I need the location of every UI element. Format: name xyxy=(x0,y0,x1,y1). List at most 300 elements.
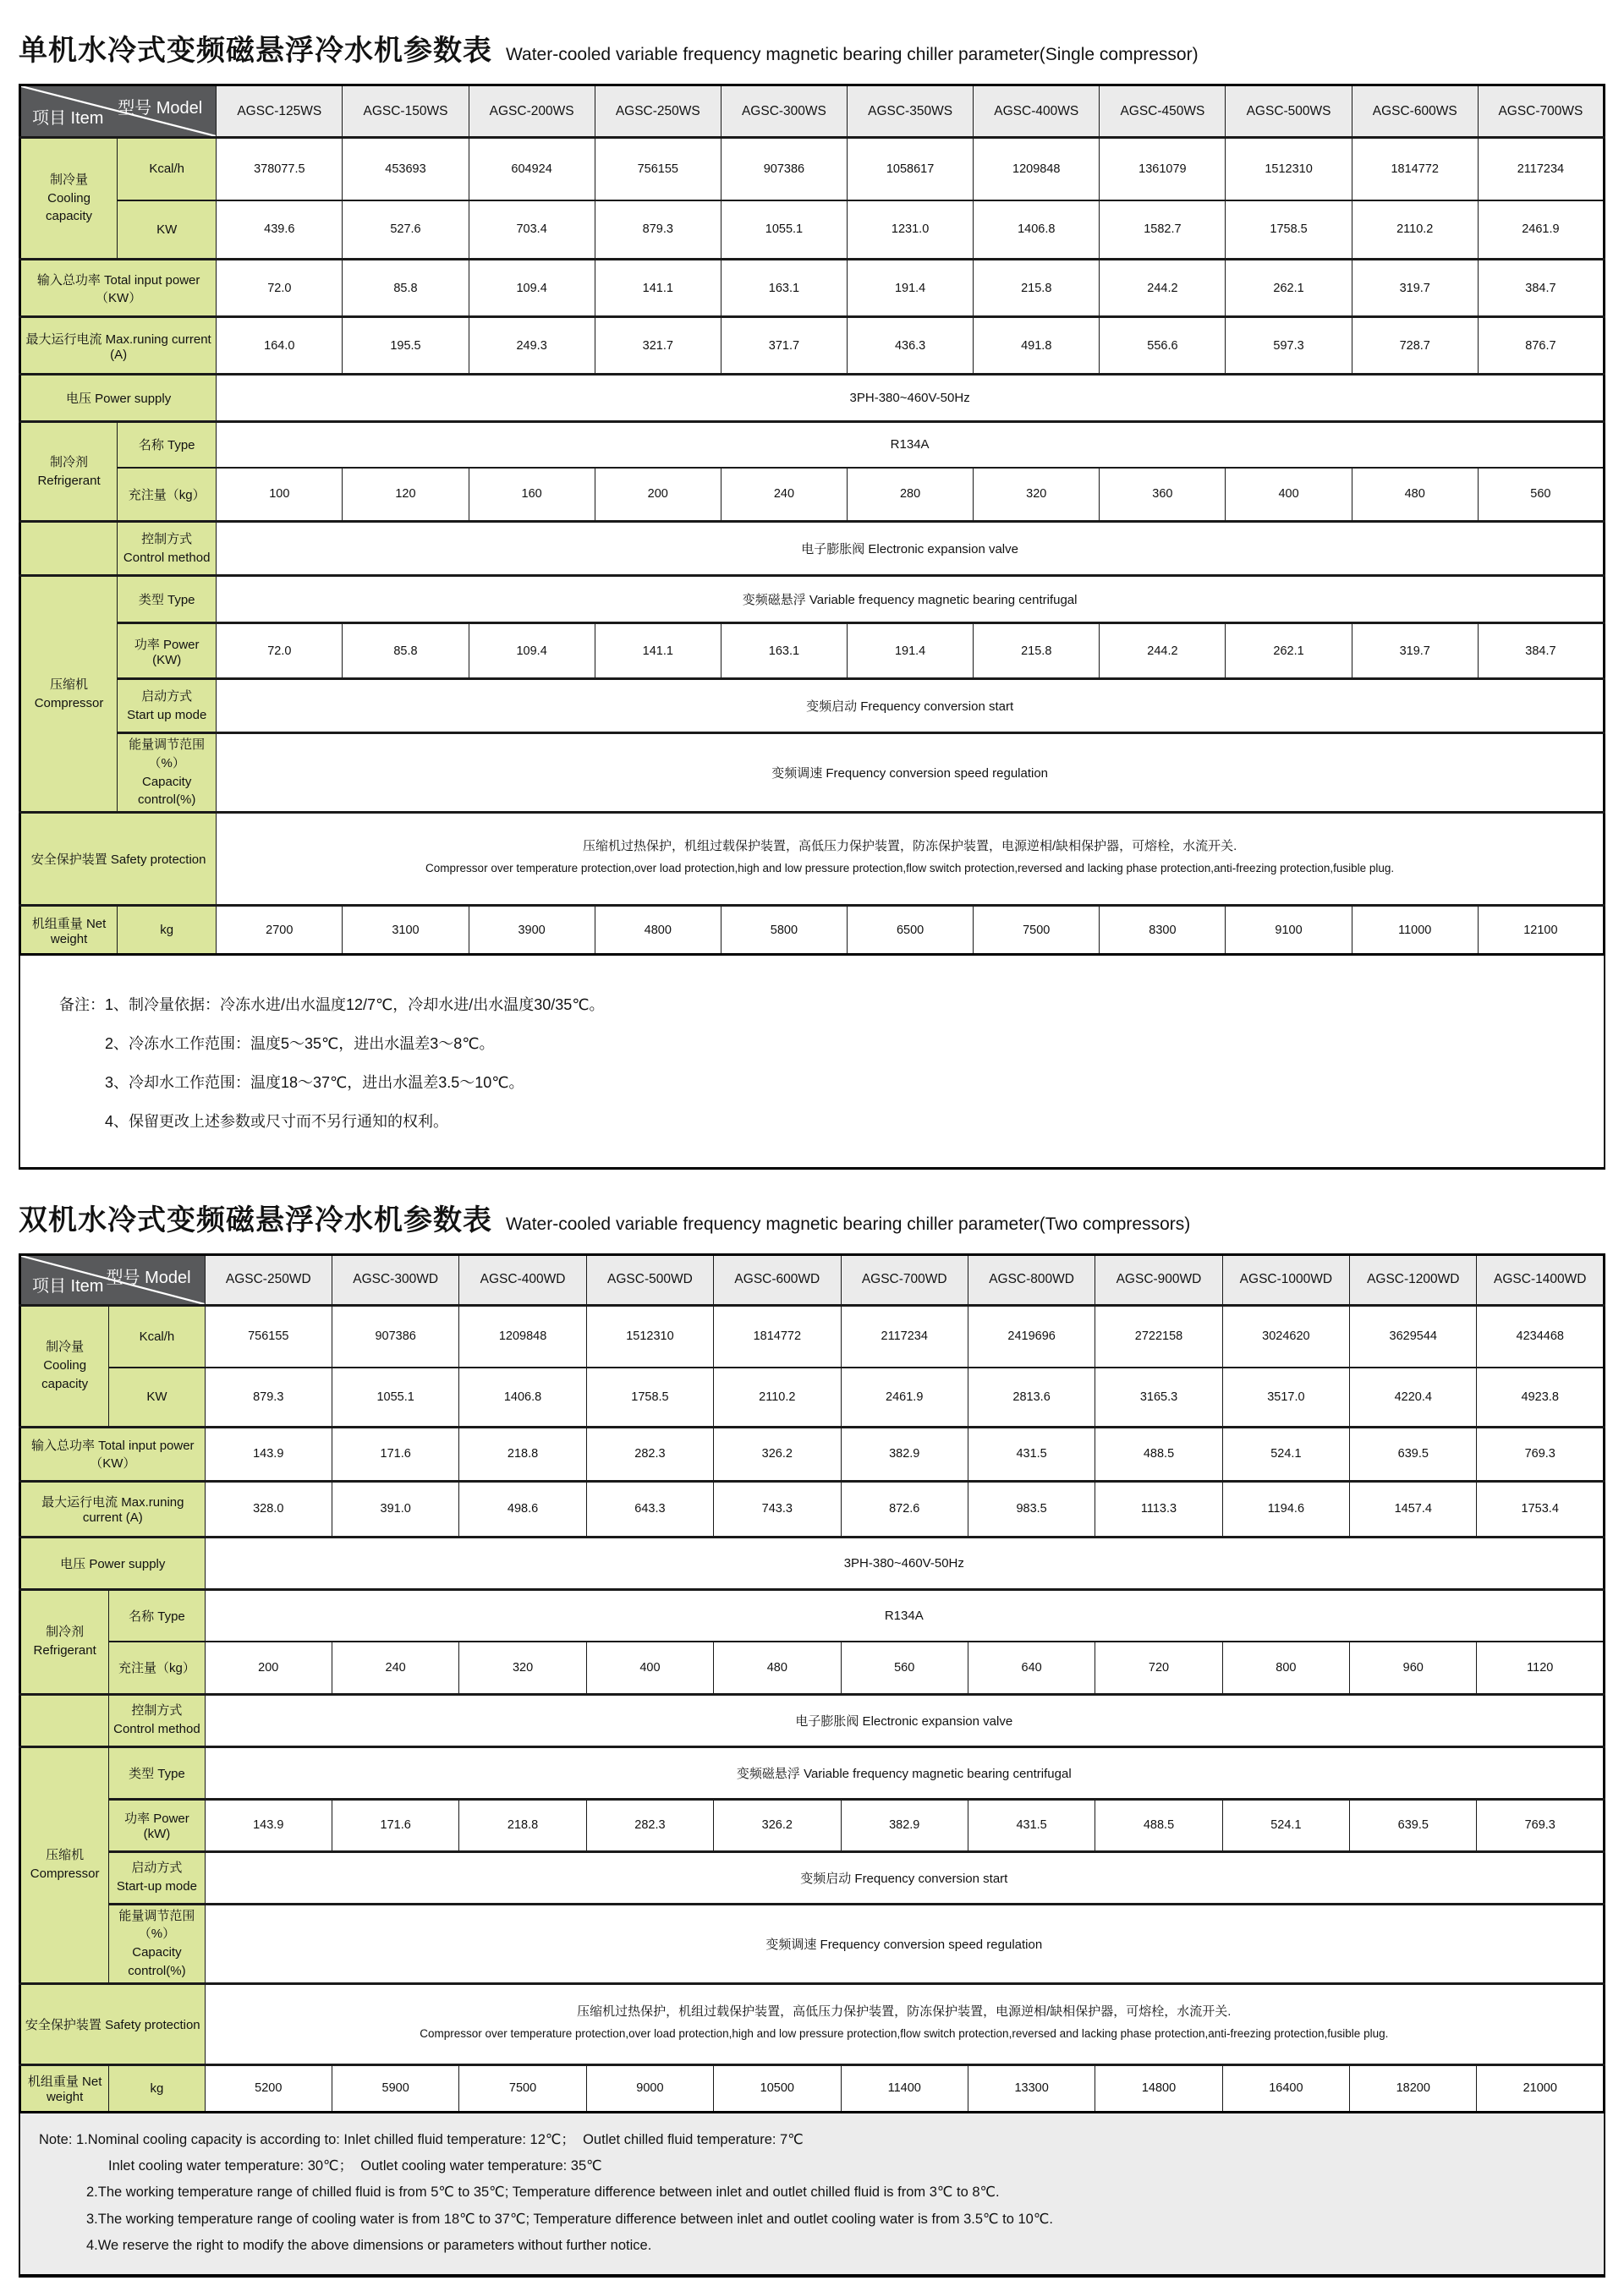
power-supply-value: 3PH-380~460V-50Hz xyxy=(217,375,1605,422)
value-cell: 1457.4 xyxy=(1350,1481,1477,1537)
safety-label: 安全保护装置 Safety protection xyxy=(20,813,217,906)
capacity-control-label xyxy=(109,1904,205,1983)
value-cell: 872.6 xyxy=(841,1481,968,1537)
max-current-label: 最大运行电流 Max.runing current (A) xyxy=(20,1481,206,1537)
compressor-label xyxy=(20,1746,109,1983)
value-cell: 200 xyxy=(205,1642,332,1694)
power-supply-label: 电压 Power supply xyxy=(20,375,217,422)
value-cell: 7500 xyxy=(459,2064,586,2112)
value-cell: 498.6 xyxy=(459,1481,586,1537)
table2-title-zh: 双机水冷式变频磁悬浮冷水机参数表 xyxy=(19,1203,492,1236)
value-cell: 1113.3 xyxy=(1095,1481,1222,1537)
value-cell: 800 xyxy=(1222,1642,1349,1694)
compressor-en: Compressor xyxy=(34,695,104,710)
ref-name-label: 名称 Type xyxy=(118,422,217,468)
value-cell: 2419696 xyxy=(968,1305,1095,1368)
value-cell: 2461.9 xyxy=(1478,200,1604,260)
value-cell: 1055.1 xyxy=(721,200,847,260)
value-cell: 640 xyxy=(968,1642,1095,1694)
value-cell: 960 xyxy=(1350,1642,1477,1694)
safety-label: 安全保护装置 Safety protection xyxy=(20,1983,206,2064)
empty-label-cell xyxy=(20,522,118,576)
refrigerant-label xyxy=(20,422,118,522)
value-cell: 756155 xyxy=(595,138,721,200)
value-cell: 524.1 xyxy=(1222,1427,1349,1481)
max-current-label: 最大运行电流 Max.runing current (A) xyxy=(20,317,217,375)
value-cell: 11400 xyxy=(841,2064,968,2112)
value-cell: 319.7 xyxy=(1352,623,1478,679)
value-cell: 1582.7 xyxy=(1100,200,1226,260)
cooling-capacity-label xyxy=(20,1305,109,1427)
table2-header-row xyxy=(20,1254,1605,1305)
value-cell: 11000 xyxy=(1352,906,1478,955)
value-cell: 9000 xyxy=(586,2064,713,2112)
value-cell: 215.8 xyxy=(974,623,1100,679)
value-cell: 879.3 xyxy=(595,200,721,260)
value-cell: 431.5 xyxy=(968,1427,1095,1481)
value-cell: 1753.4 xyxy=(1477,1481,1605,1537)
safety-en: Compressor over temperature protection,over load protection,high and low pressure protection,flow switch protection,reversed and lacking phase protection,anti-freezing protection,fusible plug. xyxy=(425,861,1395,874)
value-cell: 282.3 xyxy=(586,1799,713,1851)
value-cell: 639.5 xyxy=(1350,1799,1477,1851)
table2-row-safety xyxy=(20,1983,1605,2064)
value-cell: 907386 xyxy=(721,138,847,200)
control-method-label xyxy=(118,522,217,576)
value-cell: 384.7 xyxy=(1478,260,1604,317)
value-cell: 328.0 xyxy=(205,1481,332,1537)
value-cell: 371.7 xyxy=(721,317,847,375)
note-line: 4、保留更改上述参数或尺寸而不另行通知的权利。 xyxy=(105,1112,449,1130)
kcal-unit-label: Kcal/h xyxy=(118,138,217,200)
startup-label xyxy=(109,1851,205,1904)
compressor-zh: 压缩机 xyxy=(46,1848,85,1863)
value-cell: 1120 xyxy=(1477,1642,1605,1694)
table1-header-row xyxy=(20,85,1605,138)
safety-en: Compressor over temperature protection,over load protection,high and low pressure protection,flow switch protection,reversed and lacking phase protection,anti-freezing protection,fusible plug. xyxy=(420,2026,1389,2040)
table2-row-weight xyxy=(20,2064,1605,2112)
value-cell: 1814772 xyxy=(714,1305,841,1368)
value-cell: 319.7 xyxy=(1352,260,1478,317)
model-header-cell: AGSC-500WD xyxy=(586,1254,713,1305)
value-cell: 3517.0 xyxy=(1222,1368,1349,1427)
value-cell: 191.4 xyxy=(848,623,974,679)
value-cell: 282.3 xyxy=(586,1427,713,1481)
value-cell: 191.4 xyxy=(848,260,974,317)
comp-type-value: 变频磁悬浮 Variable frequency magnetic bearing centrifugal xyxy=(205,1746,1604,1799)
value-cell: 244.2 xyxy=(1100,623,1226,679)
value-cell: 743.3 xyxy=(714,1481,841,1537)
value-cell: 480 xyxy=(714,1642,841,1694)
model-header-cell: AGSC-1400WD xyxy=(1477,1254,1605,1305)
model-header-cell: AGSC-500WS xyxy=(1226,85,1352,138)
value-cell: 4234468 xyxy=(1477,1305,1605,1368)
value-cell: 12100 xyxy=(1478,906,1604,955)
value-cell: 3165.3 xyxy=(1095,1368,1222,1427)
control-method-value: 电子膨胀阀 Electronic expansion valve xyxy=(205,1694,1604,1746)
control-method-zh: 控制方式 xyxy=(131,1703,183,1719)
value-cell: 453693 xyxy=(343,138,469,200)
cooling-capacity-en: Cooling capacity xyxy=(41,1358,89,1391)
model-header-cell: AGSC-1000WD xyxy=(1222,1254,1349,1305)
model-header-cell: AGSC-600WD xyxy=(714,1254,841,1305)
value-cell: 171.6 xyxy=(332,1427,458,1481)
value-cell: 320 xyxy=(974,468,1100,522)
startup-value: 变频启动 Frequency conversion start xyxy=(205,1851,1604,1904)
control-method-en: Control method xyxy=(113,1722,200,1737)
value-cell: 8300 xyxy=(1100,906,1226,955)
value-cell: 488.5 xyxy=(1095,1427,1222,1481)
value-cell: 5800 xyxy=(721,906,847,955)
refrigerant-en: Refrigerant xyxy=(33,1643,96,1658)
value-cell: 163.1 xyxy=(721,623,847,679)
value-cell: 141.1 xyxy=(595,260,721,317)
value-cell: 326.2 xyxy=(714,1427,841,1481)
safety-value xyxy=(217,813,1605,906)
value-cell: 6500 xyxy=(848,906,974,955)
table2-row-ref-name xyxy=(20,1589,1605,1642)
table2-row-comp-power xyxy=(20,1799,1605,1851)
value-cell: 21000 xyxy=(1477,2064,1605,2112)
value-cell: 72.0 xyxy=(217,260,343,317)
value-cell: 560 xyxy=(1478,468,1604,522)
table1-row-kw xyxy=(20,200,1605,260)
refrigerant-zh: 制冷剂 xyxy=(50,454,89,469)
table1-row-weight xyxy=(20,906,1605,955)
note-line: 2、冷冻水工作范围：温度5～35℃，进出水温差3～8℃。 xyxy=(105,1034,495,1052)
value-cell: 200 xyxy=(595,468,721,522)
value-cell: 321.7 xyxy=(595,317,721,375)
compressor-label xyxy=(20,576,118,813)
control-method-en: Control method xyxy=(123,550,211,565)
table1-row-safety xyxy=(20,813,1605,906)
model-header-cell: AGSC-125WS xyxy=(217,85,343,138)
model-header-cell: AGSC-300WD xyxy=(332,1254,458,1305)
table1-row-kcal xyxy=(20,138,1605,200)
value-cell: 488.5 xyxy=(1095,1799,1222,1851)
model-header-cell: AGSC-400WD xyxy=(459,1254,586,1305)
value-cell: 400 xyxy=(1226,468,1352,522)
value-cell: 3629544 xyxy=(1350,1305,1477,1368)
value-cell: 5200 xyxy=(205,2064,332,2112)
capacity-control-en: Capacity control(%) xyxy=(137,774,196,808)
value-cell: 643.3 xyxy=(586,1481,713,1537)
control-method-zh: 控制方式 xyxy=(141,531,193,546)
value-cell: 439.6 xyxy=(217,200,343,260)
value-cell: 1055.1 xyxy=(332,1368,458,1427)
capacity-control-value: 变频调速 Frequency conversion speed regulation xyxy=(205,1904,1604,1983)
value-cell: 249.3 xyxy=(469,317,595,375)
corner-cell xyxy=(20,1254,206,1305)
cooling-capacity-en: Cooling capacity xyxy=(46,190,93,224)
table1-row-control xyxy=(20,522,1605,576)
value-cell: 720 xyxy=(1095,1642,1222,1694)
table2-row-startup xyxy=(20,1851,1605,1904)
value-cell: 491.8 xyxy=(974,317,1100,375)
value-cell: 1814772 xyxy=(1352,138,1478,200)
model-header-cell: AGSC-700WD xyxy=(841,1254,968,1305)
value-cell: 280 xyxy=(848,468,974,522)
table2-row-max-current xyxy=(20,1481,1605,1537)
value-cell: 876.7 xyxy=(1478,317,1604,375)
value-cell: 160 xyxy=(469,468,595,522)
kcal-unit-label: Kcal/h xyxy=(109,1305,205,1368)
compressor-zh: 压缩机 xyxy=(50,677,89,692)
table1-title-zh: 单机水冷式变频磁悬浮冷水机参数表 xyxy=(19,35,492,67)
value-cell: 240 xyxy=(721,468,847,522)
value-cell: 4923.8 xyxy=(1477,1368,1605,1427)
value-cell: 1209848 xyxy=(974,138,1100,200)
charge-label: 充注量（kg） xyxy=(118,468,217,522)
value-cell: 391.0 xyxy=(332,1481,458,1537)
model-header-cell: AGSC-800WD xyxy=(968,1254,1095,1305)
value-cell: 728.7 xyxy=(1352,317,1478,375)
table2-title xyxy=(19,1197,1605,1238)
corner-model-label: 型号 Model xyxy=(106,1268,191,1287)
value-cell: 1361079 xyxy=(1100,138,1226,200)
value-cell: 18200 xyxy=(1350,2064,1477,2112)
input-power-label: 输入总功率 Total input power（KW） xyxy=(20,1427,206,1481)
value-cell: 85.8 xyxy=(343,260,469,317)
control-method-value: 电子膨胀阀 Electronic expansion valve xyxy=(217,522,1605,576)
ref-name-label: 名称 Type xyxy=(109,1589,205,1642)
value-cell: 215.8 xyxy=(974,260,1100,317)
value-cell: 2461.9 xyxy=(841,1368,968,1427)
value-cell: 1758.5 xyxy=(1226,200,1352,260)
value-cell: 163.1 xyxy=(721,260,847,317)
value-cell: 1058617 xyxy=(848,138,974,200)
model-header-cell: AGSC-250WS xyxy=(595,85,721,138)
value-cell: 1406.8 xyxy=(459,1368,586,1427)
value-cell: 171.6 xyxy=(332,1799,458,1851)
value-cell: 1512310 xyxy=(1226,138,1352,200)
value-cell: 85.8 xyxy=(343,623,469,679)
table1-row-charge xyxy=(20,468,1605,522)
table1-row-comp-type xyxy=(20,576,1605,623)
note-line: 3.The working temperature range of cooling water is from 18℃ to 37℃; Temperature difference between inlet and outlet cooling water is from 3.5℃ to 10℃. xyxy=(86,2211,1053,2227)
note-line: Inlet cooling water temperature: 30℃； Outlet cooling water temperature: 35℃ xyxy=(108,2157,602,2174)
value-cell: 143.9 xyxy=(205,1427,332,1481)
value-cell: 5900 xyxy=(332,2064,458,2112)
refrigerant-en: Refrigerant xyxy=(37,473,101,488)
kw-unit-label: KW xyxy=(109,1368,205,1427)
value-cell: 3100 xyxy=(343,906,469,955)
value-cell: 524.1 xyxy=(1222,1799,1349,1851)
note-line: 2.The working temperature range of chilled fluid is from 5℃ to 35℃; Temperature difference between inlet and outlet chilled fluid is from 3℃ to 8℃. xyxy=(86,2185,1000,2201)
comp-power-label: 功率 Power (kW) xyxy=(109,1799,205,1851)
power-supply-value: 3PH-380~460V-50Hz xyxy=(205,1537,1604,1589)
value-cell: 756155 xyxy=(205,1305,332,1368)
model-header-cell: AGSC-1200WD xyxy=(1350,1254,1477,1305)
model-header-cell: AGSC-450WS xyxy=(1100,85,1226,138)
startup-en: Start up mode xyxy=(127,707,207,722)
input-power-label: 输入总功率 Total input power（KW） xyxy=(20,260,217,317)
table1-row-capacity xyxy=(20,733,1605,813)
value-cell: 10500 xyxy=(714,2064,841,2112)
ref-name-value: R134A xyxy=(217,422,1605,468)
compressor-en: Compressor xyxy=(30,1867,100,1882)
cooling-capacity-zh: 制冷量 xyxy=(46,1340,85,1355)
value-cell: 879.3 xyxy=(205,1368,332,1427)
value-cell: 360 xyxy=(1100,468,1226,522)
model-header-cell: AGSC-400WS xyxy=(974,85,1100,138)
value-cell: 703.4 xyxy=(469,200,595,260)
value-cell: 164.0 xyxy=(217,317,343,375)
value-cell: 3024620 xyxy=(1222,1305,1349,1368)
model-header-cell: AGSC-250WD xyxy=(205,1254,332,1305)
table2-row-capacity xyxy=(20,1904,1605,1983)
value-cell: 769.3 xyxy=(1477,1799,1605,1851)
table1-row-startup xyxy=(20,679,1605,733)
capacity-control-label xyxy=(118,733,217,813)
table2-spec-table xyxy=(19,1253,1605,2113)
kw-unit-label: KW xyxy=(118,200,217,260)
value-cell: 1758.5 xyxy=(586,1368,713,1427)
table2-row-kw xyxy=(20,1368,1605,1427)
value-cell: 2110.2 xyxy=(1352,200,1478,260)
value-cell: 14800 xyxy=(1095,2064,1222,2112)
value-cell: 218.8 xyxy=(459,1799,586,1851)
corner-model-label: 型号 Model xyxy=(118,99,203,118)
value-cell: 3900 xyxy=(469,906,595,955)
value-cell: 143.9 xyxy=(205,1799,332,1851)
table2-notes xyxy=(19,2113,1605,2278)
value-cell: 2813.6 xyxy=(968,1368,1095,1427)
comp-type-label: 类型 Type xyxy=(109,1746,205,1799)
table1-notes xyxy=(19,956,1605,1170)
table2-row-kcal xyxy=(20,1305,1605,1368)
value-cell: 431.5 xyxy=(968,1799,1095,1851)
net-weight-unit: kg xyxy=(109,2064,205,2112)
value-cell: 320 xyxy=(459,1642,586,1694)
value-cell: 2722158 xyxy=(1095,1305,1222,1368)
value-cell: 326.2 xyxy=(714,1799,841,1851)
value-cell: 769.3 xyxy=(1477,1427,1605,1481)
model-header-cell: AGSC-150WS xyxy=(343,85,469,138)
value-cell: 1406.8 xyxy=(974,200,1100,260)
comp-power-label: 功率 Power (KW) xyxy=(118,623,217,679)
note-line: Note: 1.Nominal cooling capacity is according to: Inlet chilled fluid temperature: 12℃； Outlet chilled fluid temperature: 7℃ xyxy=(39,2131,804,2147)
capacity-control-zh: 能量调节范围（%） xyxy=(129,737,206,770)
safety-zh: 压缩机过热保护，机组过载保护装置，高低压力保护装置，防冻保护装置，电源逆相/缺相保护器，可熔栓，水流开关. xyxy=(577,2004,1232,2020)
value-cell: 2117234 xyxy=(841,1305,968,1368)
value-cell: 382.9 xyxy=(841,1799,968,1851)
value-cell: 604924 xyxy=(469,138,595,200)
refrigerant-zh: 制冷剂 xyxy=(46,1625,85,1640)
value-cell: 141.1 xyxy=(595,623,721,679)
table1-row-max-current xyxy=(20,317,1605,375)
net-weight-label: 机组重量 Net weight xyxy=(20,906,118,955)
startup-value: 变频启动 Frequency conversion start xyxy=(217,679,1605,733)
value-cell: 109.4 xyxy=(469,623,595,679)
value-cell: 527.6 xyxy=(343,200,469,260)
table2-row-input-power xyxy=(20,1427,1605,1481)
net-weight-label: 机组重量 Net weight xyxy=(20,2064,109,2112)
capacity-control-zh: 能量调节范围（%） xyxy=(118,1908,195,1942)
value-cell: 244.2 xyxy=(1100,260,1226,317)
model-header-cell: AGSC-900WD xyxy=(1095,1254,1222,1305)
value-cell: 382.9 xyxy=(841,1427,968,1481)
capacity-control-en: Capacity control(%) xyxy=(128,1945,186,1978)
table1-row-ref-name xyxy=(20,422,1605,468)
power-supply-label: 电压 Power supply xyxy=(20,1537,206,1589)
table1-row-comp-power xyxy=(20,623,1605,679)
comp-type-label: 类型 Type xyxy=(118,576,217,623)
control-method-label xyxy=(109,1694,205,1746)
startup-zh: 启动方式 xyxy=(141,688,193,704)
startup-label xyxy=(118,679,217,733)
value-cell: 400 xyxy=(586,1642,713,1694)
model-header-cell: AGSC-200WS xyxy=(469,85,595,138)
capacity-control-value: 变频调速 Frequency conversion speed regulation xyxy=(217,733,1605,813)
value-cell: 9100 xyxy=(1226,906,1352,955)
cooling-capacity-zh: 制冷量 xyxy=(50,172,89,187)
value-cell: 4220.4 xyxy=(1350,1368,1477,1427)
value-cell: 2700 xyxy=(217,906,343,955)
safety-zh: 压缩机过热保护，机组过载保护装置，高低压力保护装置，防冻保护装置，电源逆相/缺相保护器，可熔栓，水流开关. xyxy=(582,839,1237,854)
table1-spec-table xyxy=(19,84,1605,956)
corner-item-label: 项目 Item xyxy=(32,1276,104,1296)
note-line: 备注：1、制冷量依据：冷冻水进/出水温度12/7℃，冷却水进/出水温度30/35℃。 xyxy=(59,996,605,1013)
value-cell: 16400 xyxy=(1222,2064,1349,2112)
value-cell: 13300 xyxy=(968,2064,1095,2112)
table2-row-charge xyxy=(20,1642,1605,1694)
ref-name-value: R134A xyxy=(205,1589,1604,1642)
value-cell: 72.0 xyxy=(217,623,343,679)
value-cell: 120 xyxy=(343,468,469,522)
value-cell: 218.8 xyxy=(459,1427,586,1481)
model-header-cell: AGSC-600WS xyxy=(1352,85,1478,138)
model-header-cell: AGSC-350WS xyxy=(848,85,974,138)
comp-type-value: 变频磁悬浮 Variable frequency magnetic bearing centrifugal xyxy=(217,576,1605,623)
net-weight-unit: kg xyxy=(118,906,217,955)
empty-label-cell xyxy=(20,1694,109,1746)
startup-en: Start-up mode xyxy=(116,1879,197,1894)
refrigerant-label xyxy=(20,1589,109,1694)
value-cell: 2110.2 xyxy=(714,1368,841,1427)
table2-row-power-supply xyxy=(20,1537,1605,1589)
note-line: 4.We reserve the right to modify the above dimensions or parameters without further notice. xyxy=(86,2237,652,2253)
value-cell: 597.3 xyxy=(1226,317,1352,375)
value-cell: 639.5 xyxy=(1350,1427,1477,1481)
value-cell: 195.5 xyxy=(343,317,469,375)
value-cell: 1209848 xyxy=(459,1305,586,1368)
value-cell: 240 xyxy=(332,1642,458,1694)
value-cell: 7500 xyxy=(974,906,1100,955)
value-cell: 556.6 xyxy=(1100,317,1226,375)
value-cell: 109.4 xyxy=(469,260,595,317)
value-cell: 480 xyxy=(1352,468,1478,522)
value-cell: 100 xyxy=(217,468,343,522)
startup-zh: 启动方式 xyxy=(131,1861,183,1876)
value-cell: 560 xyxy=(841,1642,968,1694)
model-header-cell: AGSC-700WS xyxy=(1478,85,1604,138)
value-cell: 907386 xyxy=(332,1305,458,1368)
cooling-capacity-label xyxy=(20,138,118,260)
corner-item-label: 项目 Item xyxy=(32,109,104,128)
value-cell: 983.5 xyxy=(968,1481,1095,1537)
value-cell: 2117234 xyxy=(1478,138,1604,200)
note-line: 3、冷却水工作范围：温度18～37℃，进出水温差3.5～10℃。 xyxy=(105,1073,524,1091)
value-cell: 436.3 xyxy=(848,317,974,375)
table2-title-en: Water-cooled variable frequency magnetic bearing chiller parameter(Two compressors) xyxy=(506,1214,1191,1234)
corner-cell xyxy=(20,85,217,138)
table2-row-comp-type xyxy=(20,1746,1605,1799)
table1-title xyxy=(19,27,1605,69)
value-cell: 1194.6 xyxy=(1222,1481,1349,1537)
value-cell: 1231.0 xyxy=(848,200,974,260)
value-cell: 1512310 xyxy=(586,1305,713,1368)
safety-value xyxy=(205,1983,1604,2064)
